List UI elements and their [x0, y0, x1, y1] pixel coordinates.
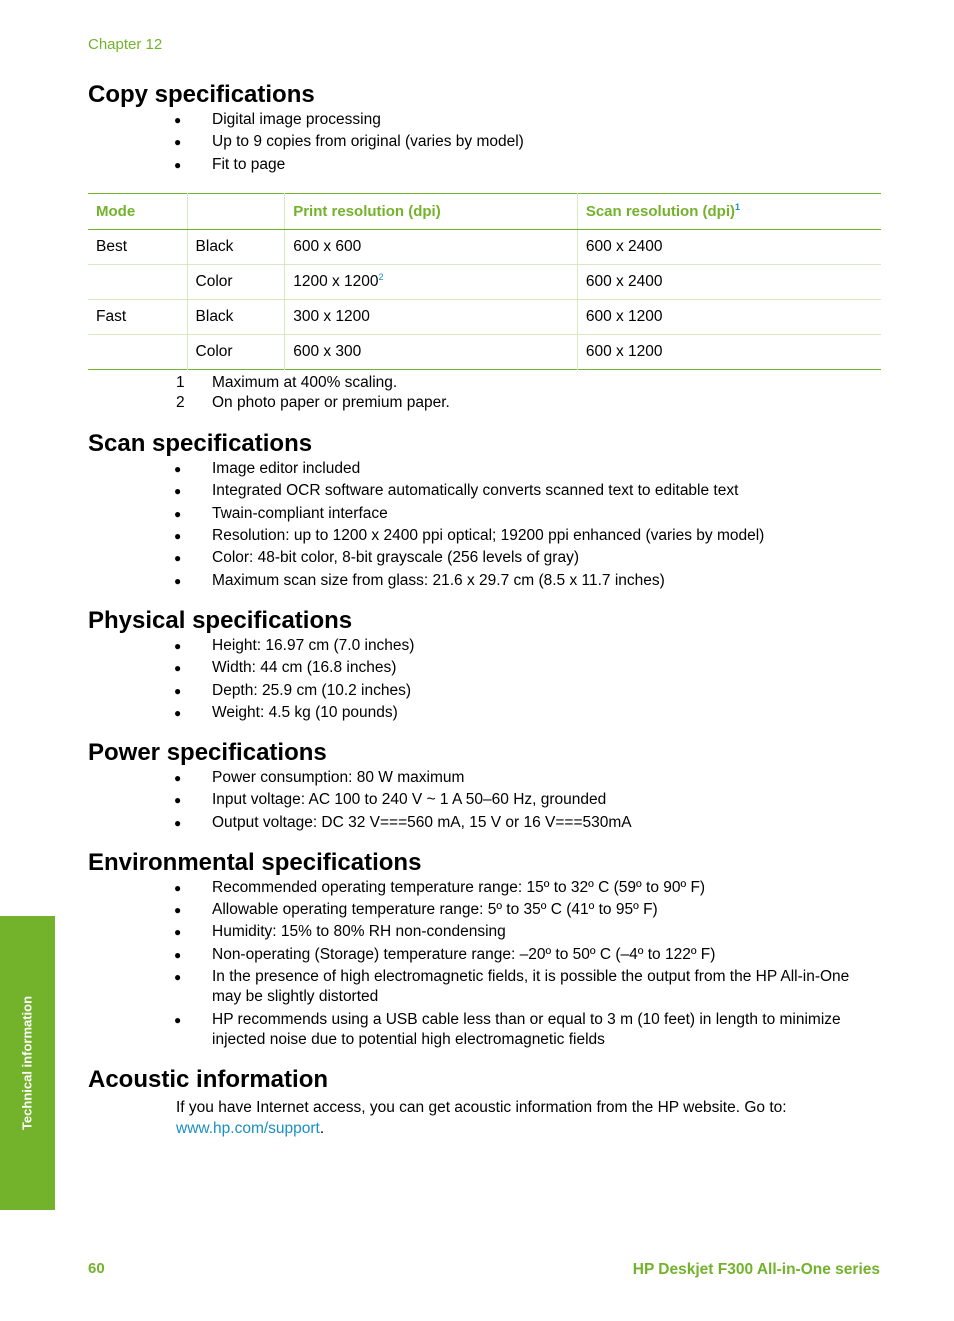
copy-specs-heading: Copy specifications [88, 81, 315, 108]
page-number: 60 [88, 1260, 105, 1277]
table-cell [88, 334, 187, 369]
product-name: HP Deskjet F300 All-in-One series [632, 1261, 880, 1278]
col-scan-resolution: Scan resolution (dpi)$^1$ [577, 193, 881, 229]
scan-specs-list [88, 459, 881, 591]
power-specs-heading: Power specifications [88, 738, 327, 766]
table-cell: Black [187, 229, 285, 264]
scan-specs-heading: Scan specifications [88, 429, 313, 457]
list-item: ● Input voltage: AC 100 to 240 V ~ 1 A 50–60 Hz, grounded [88, 790, 881, 810]
hp-support-link[interactable]: www.hp.com/support [176, 1119, 320, 1137]
table-cell [88, 264, 187, 299]
copy-specs-table [88, 193, 881, 370]
table-row [88, 229, 881, 264]
table-cell: 600 x 2400 [577, 264, 881, 299]
footnote [88, 393, 881, 414]
environmental-specs-list [88, 878, 881, 1050]
table-cell: Black [187, 299, 285, 334]
table-cell: 600 x 1200 [577, 299, 881, 334]
table-cell: 600 x 1200 [577, 334, 881, 369]
footnote-text: On photo paper or premium paper. [212, 394, 450, 412]
table-cell: Fast [88, 299, 187, 334]
list-item: ● Height: 16.97 cm (7.0 inches) [88, 636, 881, 656]
list-item: ● Power consumption: 80 W maximum [88, 768, 881, 788]
physical-specs-heading: Physical specifications [88, 606, 353, 634]
acoustic-info-heading: Acoustic information [88, 1065, 329, 1093]
footnote-text: Maximum at 400% scaling. [212, 373, 398, 391]
link-suffix: . [319, 1119, 325, 1137]
list-item: ● Recommended operating temperature range: 15º to 32º C (59º to 90º F) [88, 878, 881, 898]
table-row [88, 264, 881, 299]
chapter-label: Chapter 12 [88, 36, 163, 53]
col-mode: Mode [88, 193, 187, 229]
side-tab-label: Technical information [19, 995, 35, 1131]
table-cell: Color [187, 264, 285, 299]
table-cell: 600 x 2400 [577, 229, 881, 264]
list-item: ● Non-operating (Storage) temperature range: –20º to 50º C (–4º to 122º F) [88, 945, 881, 965]
col-print-resolution: Print resolution (dpi) [285, 193, 578, 229]
list-item: ● Maximum scan size from glass: 21.6 x 29.7 cm (8.5 x 11.7 inches) [88, 571, 881, 591]
list-item: ● Fit to page [88, 155, 881, 175]
list-item: ● Color: 48-bit color, 8-bit grayscale (256 levels of gray) [88, 548, 881, 568]
table-row [88, 299, 881, 334]
col-blank [187, 193, 285, 229]
table-header-row [88, 193, 881, 229]
list-item: ● Resolution: up to 1200 x 2400 ppi optical; 19200 ppi enhanced (varies by model) [88, 526, 881, 546]
acoustic-paragraph [88, 1097, 881, 1139]
power-specs-list [88, 768, 881, 833]
table-cell: 600 x 600 [285, 229, 578, 264]
copy-specs-list [88, 110, 881, 175]
list-item: ● Depth: 25.9 cm (10.2 inches) [88, 681, 881, 701]
footnote-number: 2 [176, 394, 185, 412]
list-item: ● HP recommends using a USB cable less than or equal to 3 m (10 feet) in length to minimize injected noise due to potential high electromagnetic fields [88, 1010, 881, 1050]
list-item: ● Allowable operating temperature range: 5º to 35º C (41º to 95º F) [88, 900, 881, 920]
environmental-specs-heading: Environmental specifications [88, 848, 422, 876]
list-item: ● Twain-compliant interface [88, 504, 881, 524]
table-row [88, 334, 881, 369]
page-content [88, 80, 881, 1139]
list-item: ● Up to 9 copies from original (varies by model) [88, 132, 881, 152]
list-item: ● Humidity: 15% to 80% RH non-condensing [88, 922, 881, 942]
list-item: ● Weight: 4.5 kg (10 pounds) [88, 703, 881, 723]
table-cell: Color [187, 334, 285, 369]
list-item: ● Image editor included [88, 459, 881, 479]
table-footnotes [88, 373, 881, 414]
table-cell: 300 x 1200 [285, 299, 578, 334]
list-item: ● Width: 44 cm (16.8 inches) [88, 658, 881, 678]
table-cell: 1200 x 1200$^2$ [285, 264, 578, 299]
footnote [88, 373, 881, 394]
list-item: ● Output voltage: DC 32 V===560 mA, 15 V or 16 V===530mA [88, 813, 881, 833]
list-item: ● In the presence of high electromagnetic fields, it is possible the output from the HP All-in-One may be slightly distorted [88, 967, 881, 1007]
side-tab [0, 916, 55, 1210]
physical-specs-list [88, 636, 881, 723]
list-item: ● Digital image processing [88, 110, 881, 130]
footnote-ref: 2 [378, 271, 384, 282]
footnote-number: 1 [176, 373, 185, 391]
footnote-ref: 1 [735, 201, 741, 212]
table-cell: Best [88, 229, 187, 264]
list-item: ● Integrated OCR software automatically converts scanned text to editable text [88, 481, 881, 501]
table-cell: 600 x 300 [285, 334, 578, 369]
acoustic-text: If you have Internet access, you can get acoustic information from the HP website. Go to: [176, 1098, 787, 1116]
